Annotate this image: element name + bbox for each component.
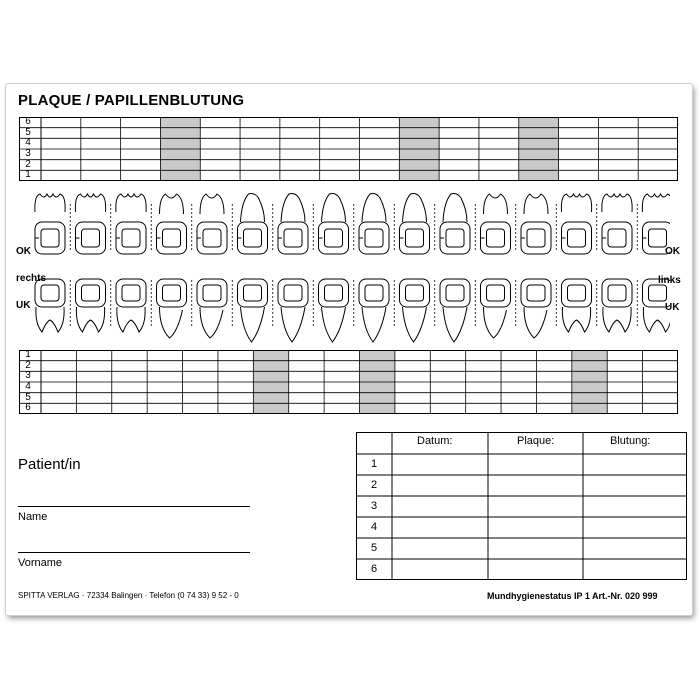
table-row-number: 5 [370, 542, 378, 554]
label-uk-left: UK [16, 300, 31, 311]
upper-tooth [561, 194, 591, 254]
plaque-form-card [6, 84, 692, 615]
label-rechts: rechts [16, 273, 47, 284]
name-line[interactable] [18, 506, 250, 507]
label-ok-left: OK [16, 246, 31, 257]
upper-tooth [481, 194, 511, 254]
row-number: 2 [25, 359, 31, 371]
row-number: 5 [25, 391, 31, 403]
lower-tooth [76, 279, 106, 332]
header-datum: Datum: [417, 435, 453, 447]
lower-tooth [116, 279, 146, 332]
label-ok-right: OK [665, 246, 680, 257]
upper-tooth [400, 194, 430, 255]
upper-tooth [157, 194, 187, 254]
row-number: 1 [25, 349, 31, 360]
upper-tooth [35, 194, 65, 254]
upper-tooth [238, 194, 268, 255]
vorname-label: Vorname [18, 557, 63, 569]
lower-tooth [238, 279, 268, 342]
upper-tooth [278, 194, 308, 255]
row-number: 2 [25, 158, 31, 170]
label-uk-right: UK [665, 302, 680, 313]
header-plaque: Plaque: [517, 435, 555, 447]
table-row-number: 2 [370, 479, 378, 491]
row-number: 3 [25, 148, 31, 159]
header-blutung: Blutung: [610, 435, 651, 447]
row-number: 5 [25, 126, 31, 138]
upper-tooth [642, 194, 670, 254]
row-number: 6 [25, 402, 31, 414]
lower-score-grid [19, 350, 678, 414]
lower-grid-lines [19, 350, 678, 414]
status-table-lines [356, 432, 687, 580]
product-info: Mundhygienestatus IP 1 Art.-Nr. 020 999 [487, 591, 658, 601]
name-label: Name [18, 511, 48, 523]
upper-grid-lines [19, 117, 678, 181]
row-number: 4 [25, 381, 31, 392]
lower-tooth [278, 279, 308, 342]
lower-tooth [157, 279, 187, 338]
vorname-line[interactable] [18, 552, 250, 553]
lower-tooth [562, 279, 592, 332]
row-number: 6 [25, 116, 31, 127]
label-links: links [658, 275, 681, 286]
patient-heading: Patient/in [18, 456, 81, 473]
upper-tooth [440, 194, 470, 255]
upper-tooth [359, 194, 389, 255]
upper-tooth [521, 194, 551, 254]
table-row-number: 3 [370, 500, 378, 512]
upper-tooth [116, 194, 146, 254]
row-number: 4 [25, 137, 31, 149]
lower-tooth [359, 279, 389, 342]
lower-tooth [440, 279, 470, 342]
form-title: PLAQUE / PAPILLENBLUTUNG [18, 92, 245, 109]
lower-tooth [643, 279, 671, 332]
dental-chart-diagram [30, 192, 670, 344]
row-number: 3 [25, 370, 31, 382]
lower-tooth [602, 279, 632, 332]
lower-tooth [35, 279, 65, 332]
upper-tooth [75, 194, 105, 254]
lower-tooth [319, 279, 349, 342]
publisher-info: SPITTA VERLAG · 72334 Balingen · Telefon (0 74 33) 9 52 - 0 [18, 591, 239, 600]
table-row-number: 6 [370, 563, 378, 575]
table-row-number: 4 [370, 521, 378, 533]
status-table [356, 432, 687, 580]
upper-tooth [602, 194, 632, 254]
upper-tooth [197, 194, 227, 254]
upper-score-grid [19, 117, 678, 181]
table-row-number: 1 [370, 458, 378, 470]
row-number: 1 [25, 169, 31, 181]
lower-tooth [521, 279, 551, 338]
lower-tooth [197, 279, 227, 338]
lower-tooth [481, 279, 511, 338]
lower-tooth [400, 279, 430, 342]
upper-tooth [319, 194, 349, 255]
